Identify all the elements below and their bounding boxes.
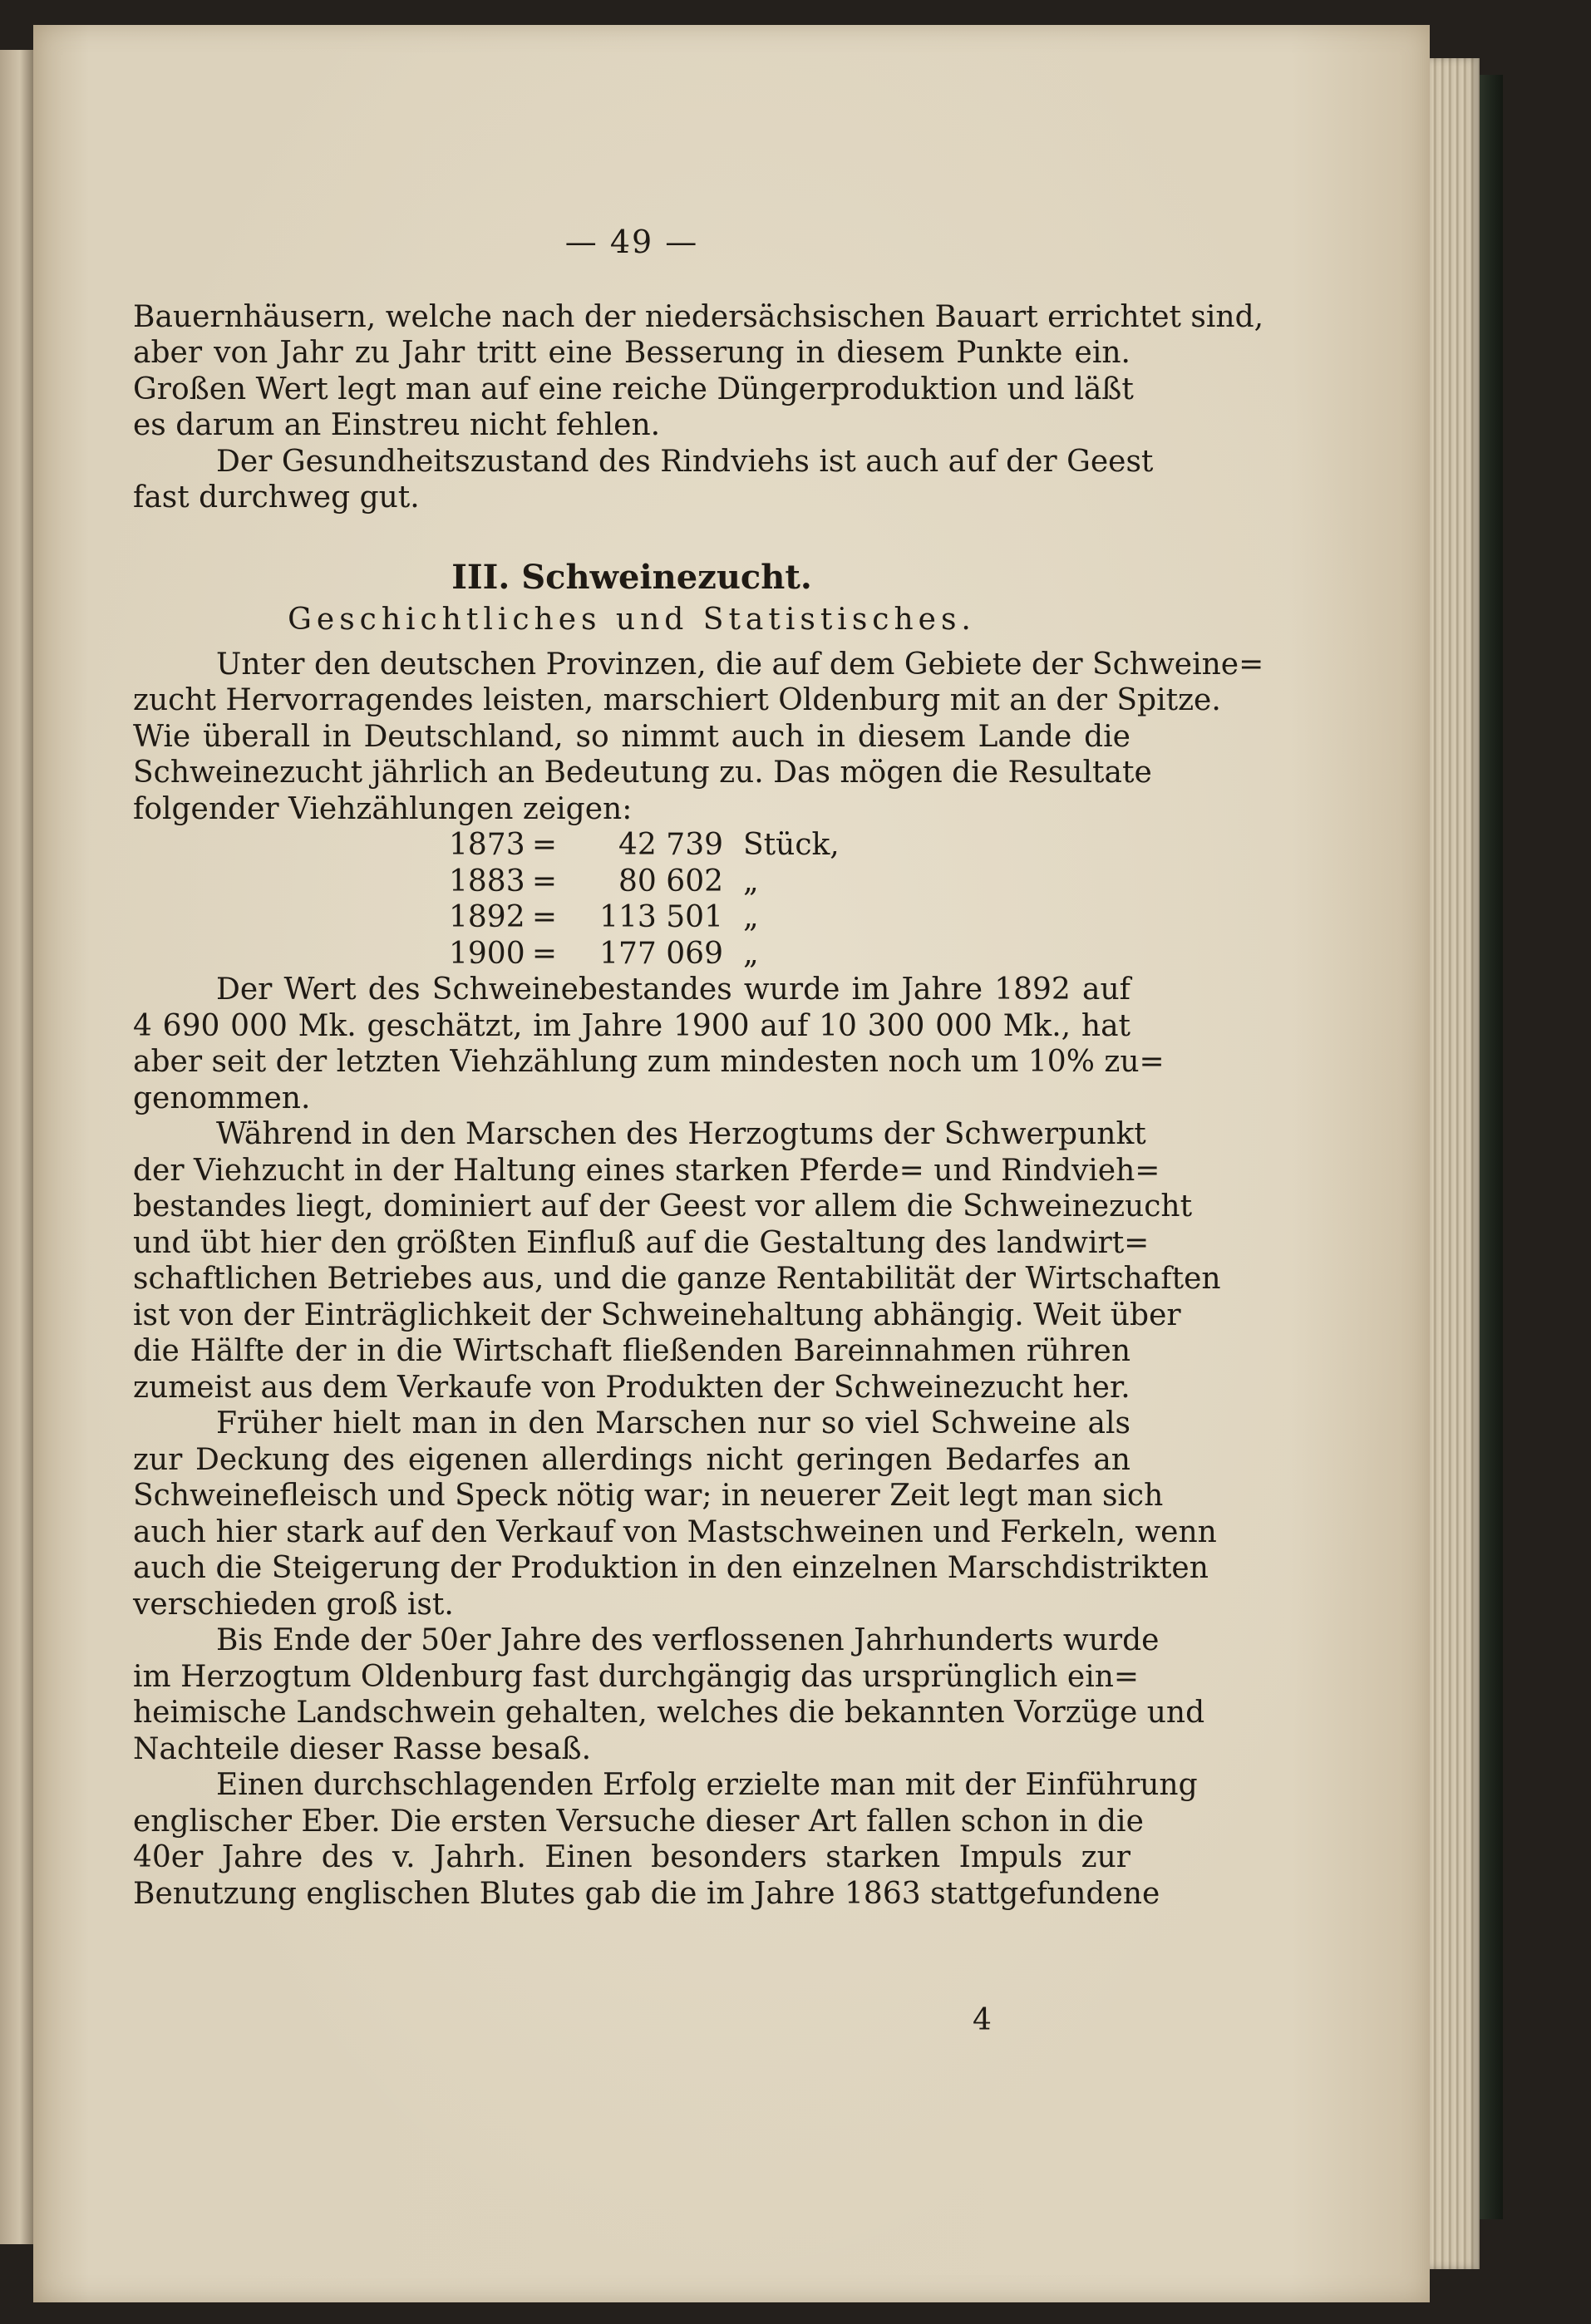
paragraph [133, 299, 1264, 444]
text-line: Unter den deutschen Provinzen, die auf dem Gebiete der Schweine= [216, 647, 1264, 682]
text-line: Großen Wert legt man auf eine reiche Düngerproduktion und läßt [133, 372, 1134, 406]
text-line: Bauernhäusern, welche nach der niedersächsischen Bauart errichtet sind, [133, 299, 1264, 334]
census-row [449, 827, 1130, 864]
census-row [449, 899, 1130, 936]
census-value: 113 501 [599, 900, 723, 934]
census-year: 1883 [449, 864, 525, 899]
paragraph [133, 1767, 1198, 1912]
census-year: 1892 [449, 900, 525, 934]
text-line: der Viehzucht in der Haltung eines starken Pferde= und Rindvieh= [133, 1153, 1160, 1188]
paragraphs-after [133, 972, 1221, 1912]
text-line: im Herzogtum Oldenburg fast durchgängig das ursprünglich ein= [133, 1659, 1140, 1694]
text-line: fast durchweg gut. [133, 480, 420, 515]
page-number: — 49 — [564, 224, 699, 260]
text-line: Benutzung englischen Blutes gab die im Jahre 1863 stattgefundene [133, 1876, 1160, 1911]
text-line: 4 690 000 Mk. geschätzt, im Jahre 1900 auf 10 300 000 Mk., hat [133, 1008, 1130, 1043]
text-line: Der Gesundheitszustand des Rindviehs ist auch auf der Geest [216, 444, 1154, 479]
census-year: 1873 [449, 828, 525, 862]
text-line: folgender Viehzählungen zeigen: [133, 791, 633, 826]
census-value: 42 739 [618, 828, 723, 862]
page-text [133, 224, 1264, 1912]
text-line: die Hälfte der in die Wirtschaft fließenden Bareinnahmen rühren [133, 1334, 1130, 1368]
text-line: auch die Steigerung der Produktion in den einzelnen Marschdistrikten [133, 1551, 1209, 1585]
text-line: und übt hier den größten Einfluß auf die Gestaltung des landwirt= [133, 1225, 1150, 1260]
text-line: Früher hielt man in den Marschen nur so viel Schweine als [216, 1406, 1130, 1440]
text-line: Nachteile dieser Rasse besaß. [133, 1731, 592, 1766]
text-line: Wie überall in Deutschland, so nimmt auch in diesem Lande die [133, 719, 1130, 754]
text-line: schaftlichen Betriebes aus, und die ganze Rentabilität der Wirtschaften [133, 1262, 1221, 1296]
text-line: Der Wert des Schweinebestandes wurde im Jahre 1892 auf [216, 972, 1130, 1007]
paragraph [133, 444, 1154, 516]
text-line: auch hier stark auf den Verkauf von Mastschweinen und Ferkeln, wenn [133, 1514, 1217, 1549]
book-cover-edge [1480, 75, 1503, 2219]
census-eq: = [531, 900, 558, 934]
text-line: aber seit der letzten Viehzählung zum mindesten noch um 10% zu= [133, 1045, 1165, 1079]
page-stack-edges [1430, 58, 1480, 2269]
text-line: genommen. [133, 1081, 311, 1115]
text-line: verschieden groß ist. [133, 1587, 454, 1622]
text-line: zumeist aus dem Verkaufe von Produkten der Schweinezucht her. [133, 1370, 1130, 1405]
paragraph [133, 1406, 1217, 1622]
text-line: heimische Landschwein gehalten, welches die bekannten Vorzüge und [133, 1696, 1205, 1730]
census-year: 1900 [449, 936, 525, 971]
paragraph [133, 972, 1165, 1116]
census-unit: Stück, [743, 828, 840, 862]
text-line: englischer Eber. Die ersten Versuche dieser Art fallen schon in die [133, 1804, 1144, 1839]
text-line: aber von Jahr zu Jahr tritt eine Besserung in diesem Punkte ein. [133, 336, 1130, 370]
census-table [449, 827, 1130, 972]
text-line: bestandes liegt, dominiert auf der Geest vor allem die Schweinezucht [133, 1189, 1193, 1224]
text-line: Schweinefleisch und Speck nötig war; in neuerer Zeit legt man sich [133, 1479, 1164, 1513]
census-eq: = [531, 864, 558, 899]
census-value: 177 069 [599, 936, 723, 971]
section-subtitle: Geschichtliches und Statistisches. [288, 603, 976, 637]
census-unit: „ [743, 900, 759, 934]
text-line: zur Deckung des eigenen allerdings nicht geringen Bedarfes an [133, 1442, 1130, 1477]
paragraphs-before [133, 299, 1264, 516]
text-line: Einen durchschlagenden Erfolg erzielte man mit der Einführung [216, 1768, 1198, 1802]
census-unit: „ [743, 864, 759, 899]
text-line: Schweinezucht jährlich an Bedeutung zu. Das mögen die Resultate [133, 756, 1152, 790]
paragraph [133, 1622, 1205, 1767]
text-line: zucht Hervorragendes leisten, marschiert Oldenburg mit an der Spitze. [133, 683, 1221, 717]
census-eq: = [531, 828, 558, 862]
text-line: 40er Jahre des v. Jahrh. Einen besonders starken Impuls zur [133, 1840, 1130, 1874]
previous-page-edge [0, 50, 33, 2244]
paragraph [133, 1116, 1221, 1406]
text-line: Während in den Marschen des Herzogtums der Schwerpunkt [216, 1117, 1146, 1151]
text-line: es darum an Einstreu nicht fehlen. [133, 408, 661, 442]
intro-paragraph [133, 647, 1264, 828]
census-row [449, 936, 1130, 972]
census-value: 80 602 [618, 864, 723, 899]
section-title: III. Schweinezucht. [451, 557, 812, 597]
census-eq: = [531, 936, 558, 971]
signature-mark: 4 [973, 2003, 992, 2037]
text-line: ist von der Einträglichkeit der Schweinehaltung abhängig. Weit über [133, 1297, 1181, 1332]
census-unit: „ [743, 936, 759, 971]
census-row [449, 864, 1130, 900]
text-line: Bis Ende der 50er Jahre des verflossenen Jahrhunderts wurde [216, 1623, 1160, 1657]
